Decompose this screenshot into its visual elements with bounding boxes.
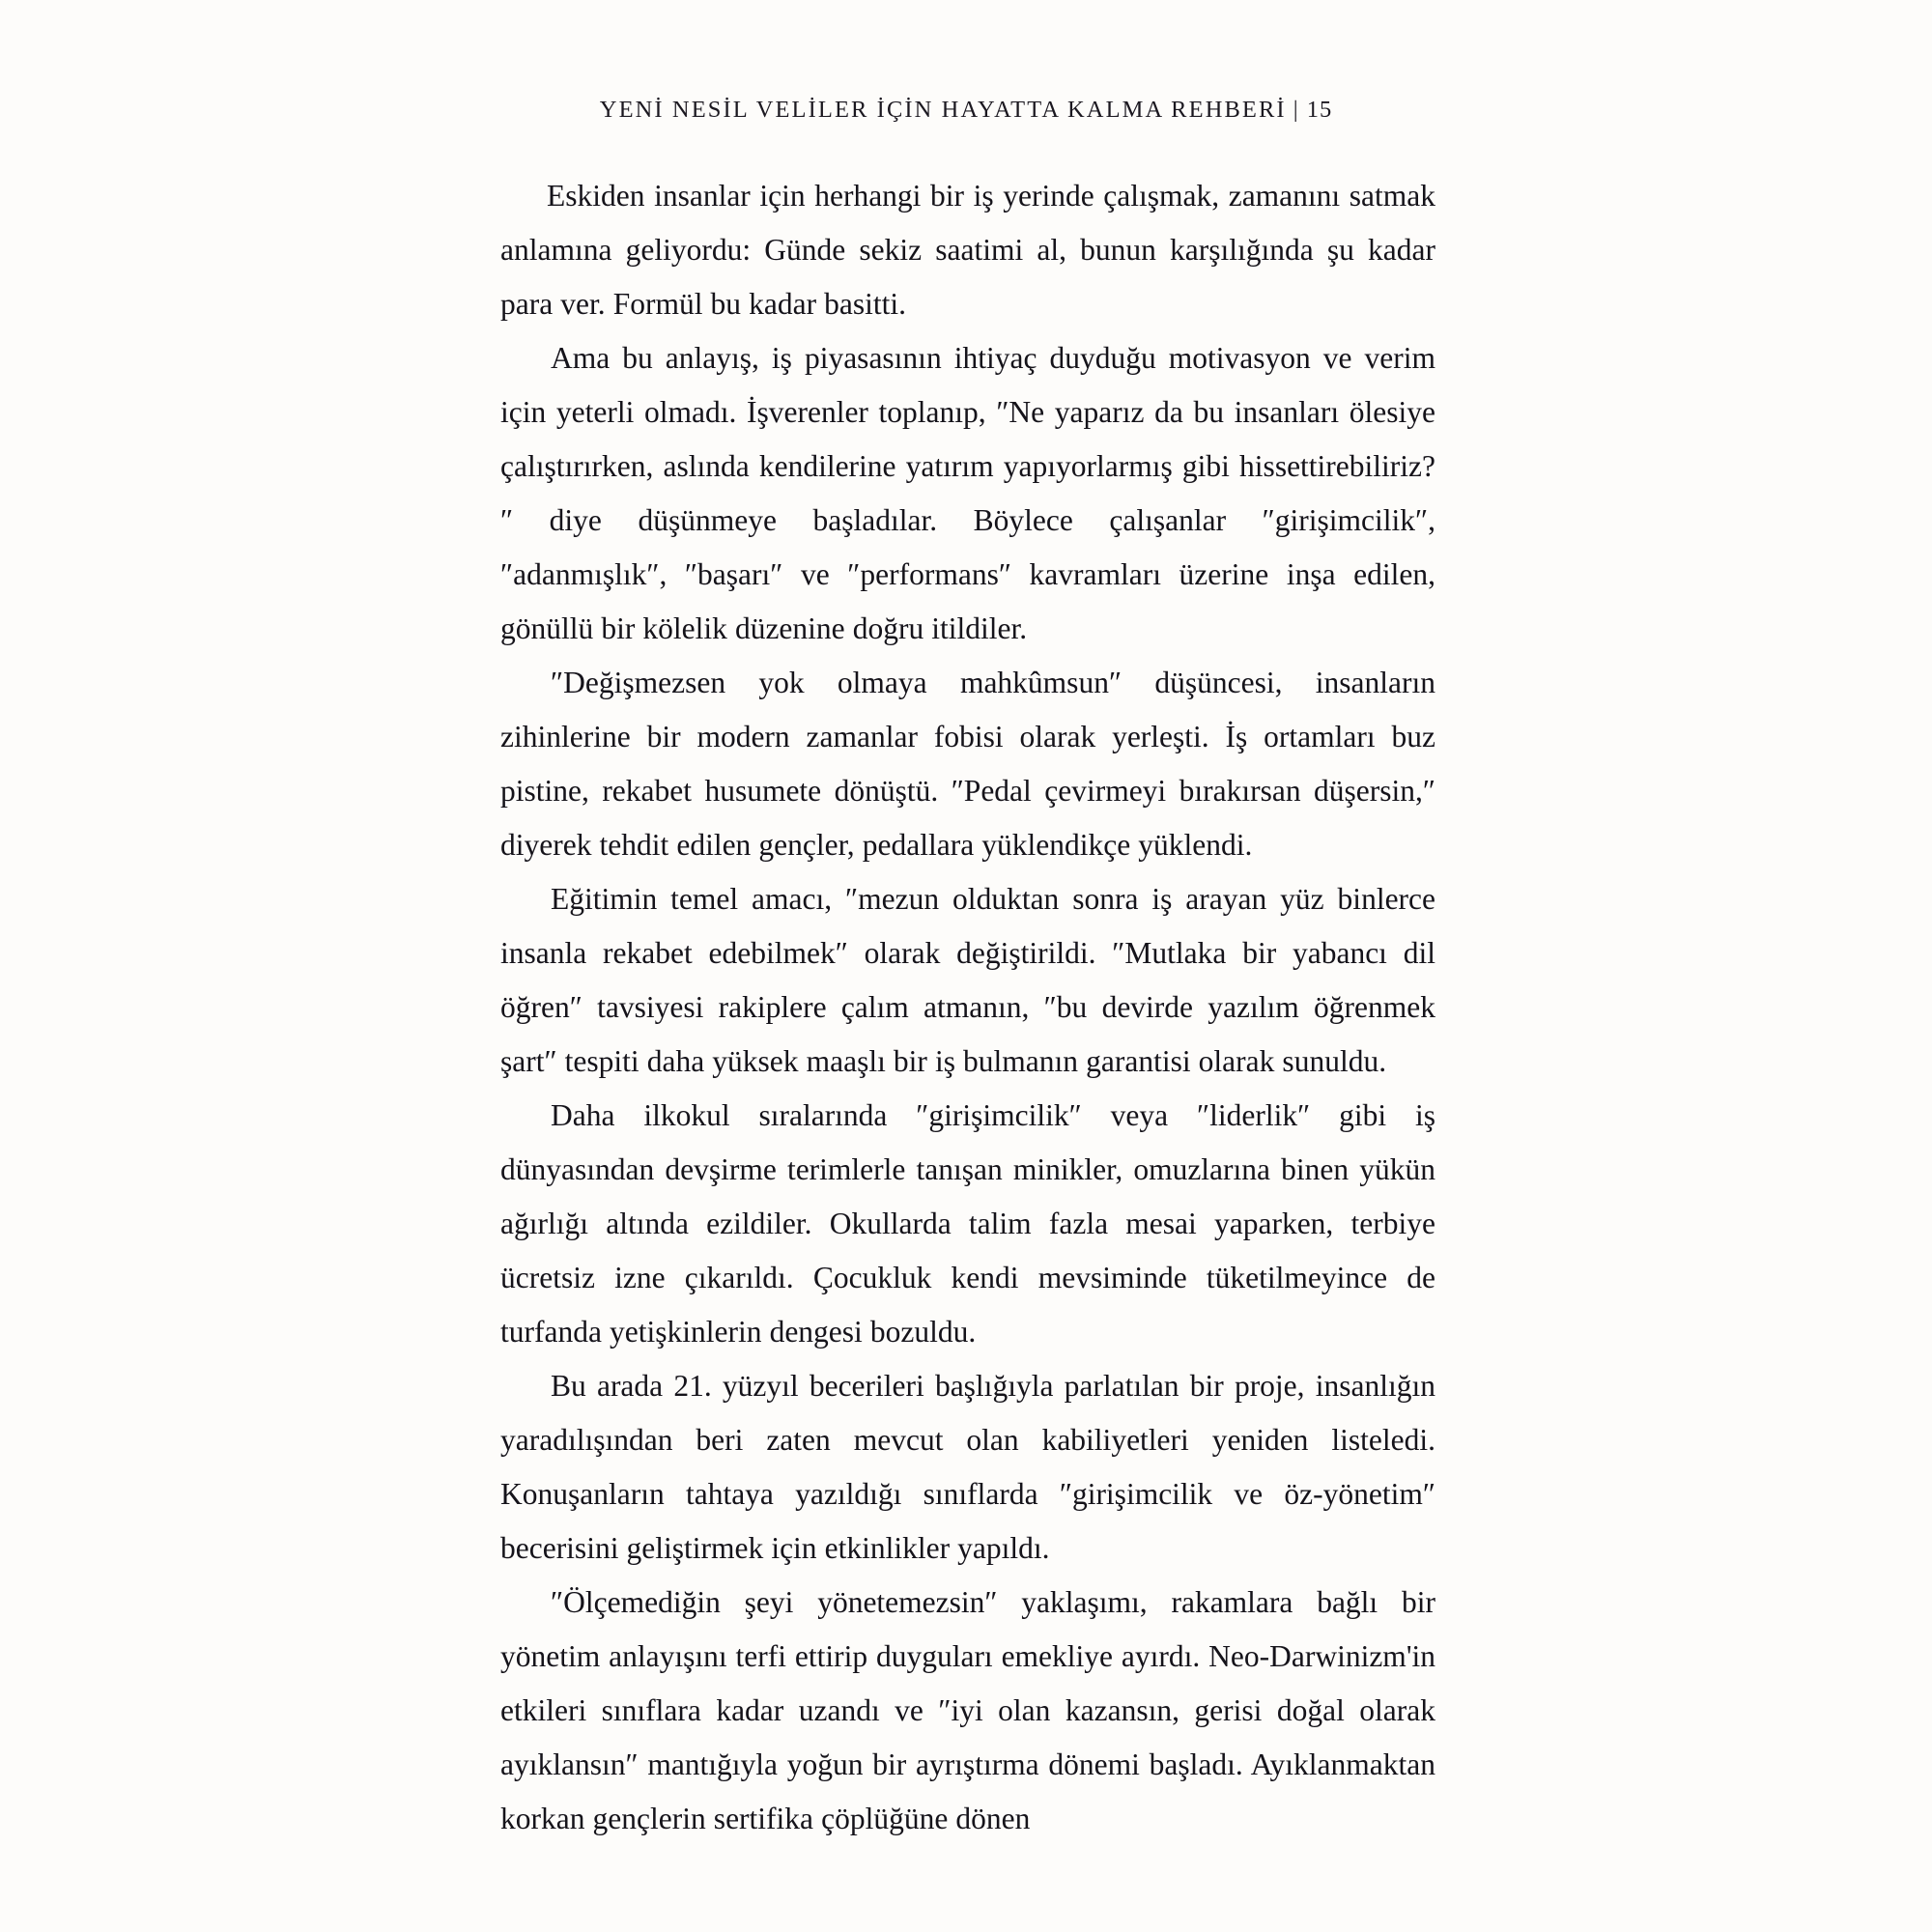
paragraph: Ama bu anlayış, iş piyasasının ihtiyaç duyduğu motivasyon ve verim için yeterli olmadı. İşverenler toplanıp, ″Ne yaparız da bu insanları ölesiye çalıştırırken, aslında kendilerine yatırım yapıyorlarmış gibi hissettirebiliriz?″ diye düşünmeye başladılar. Böylece çalışanlar ″girişimcilik″, ″adanmışlık″, ″başarı″ ve ″performans″ kavramları üzerine inşa edilen, gönüllü bir kölelik düzenine doğru itildiler.	[500, 341, 1435, 645]
paragraph: Eğitimin temel amacı, ″mezun olduktan sonra iş arayan yüz binlerce insanla rekabet edebilmek″ olarak değiştirildi. ″Mutlaka bir yabancı dil öğren″ tavsiyesi rakiplere çalım atmanın, ″bu devirde yazılım öğrenmek şart″ tespiti daha yüksek maaşlı bir iş bulmanın garantisi olarak sunuldu.	[500, 882, 1435, 1078]
paragraph: Daha ilkokul sıralarında ″girişimcilik″ veya ″liderlik″ gibi iş dünyasından devşirme terimlerle tanışan minikler, omuzlarına binen yükün ağırlığı altında ezildiler. Okullarda talim fazla mesai yaparken, terbiye ücretsiz izne çıkarıldı. Çocukluk kendi mevsiminde tüketilmeyince de turfanda yetişkinlerin dengesi bozuldu.	[500, 1098, 1435, 1349]
body-text	[500, 169, 1435, 1846]
paragraph: ″Değişmezsen yok olmaya mahkûmsun″ düşüncesi, insanların zihinlerine bir modern zamanlar fobisi olarak yerleşti. İş ortamları buz pistine, rekabet husumete dönüştü. ″Pedal çevirmeyi bırakırsan düşersin,″ diyerek tehdit edilen gençler, pedallara yüklendikçe yüklendi.	[500, 666, 1435, 862]
page-number: 15	[1306, 97, 1333, 123]
paragraph: ″Ölçemediğin şeyi yönetemezsin″ yaklaşımı, rakamlara bağlı bir yönetim anlayışını terfi ettirip duyguları emekliye ayırdı. Neo-Darwinizm'in etkileri sınıflara kadar uzandı ve ″iyi olan kazansın, gerisi doğal olarak ayıklansın″ mantığıyla yoğun bir ayrıştırma dönemi başladı. Ayıklanmaktan korkan gençlerin sertifika çöplüğüne dönen	[500, 1585, 1435, 1835]
running-head-separator: |	[1293, 97, 1300, 123]
paragraph: Bu arada 21. yüzyıl becerileri başlığıyla parlatılan bir proje, insanlığın yaradılışından beri zaten mevcut olan kabiliyetleri yeniden listeledi. Konuşanların tahtaya yazıldığı sınıflarda ″girişimcilik ve öz-yönetim″ becerisini geliştirmek için etkinlikler yapıldı.	[500, 1369, 1435, 1565]
running-head-title: YENİ NESİL VELİLER İÇİN HAYATTA KALMA REHBERİ	[599, 97, 1287, 123]
running-head	[0, 97, 1932, 124]
paragraph: Eskiden insanlar için herhangi bir iş yerinde çalışmak, zamanını satmak anlamına geliyordu: Günde sekiz saatimi al, bunun karşılığında şu kadar para ver. Formül bu kadar basitti.	[500, 179, 1435, 321]
